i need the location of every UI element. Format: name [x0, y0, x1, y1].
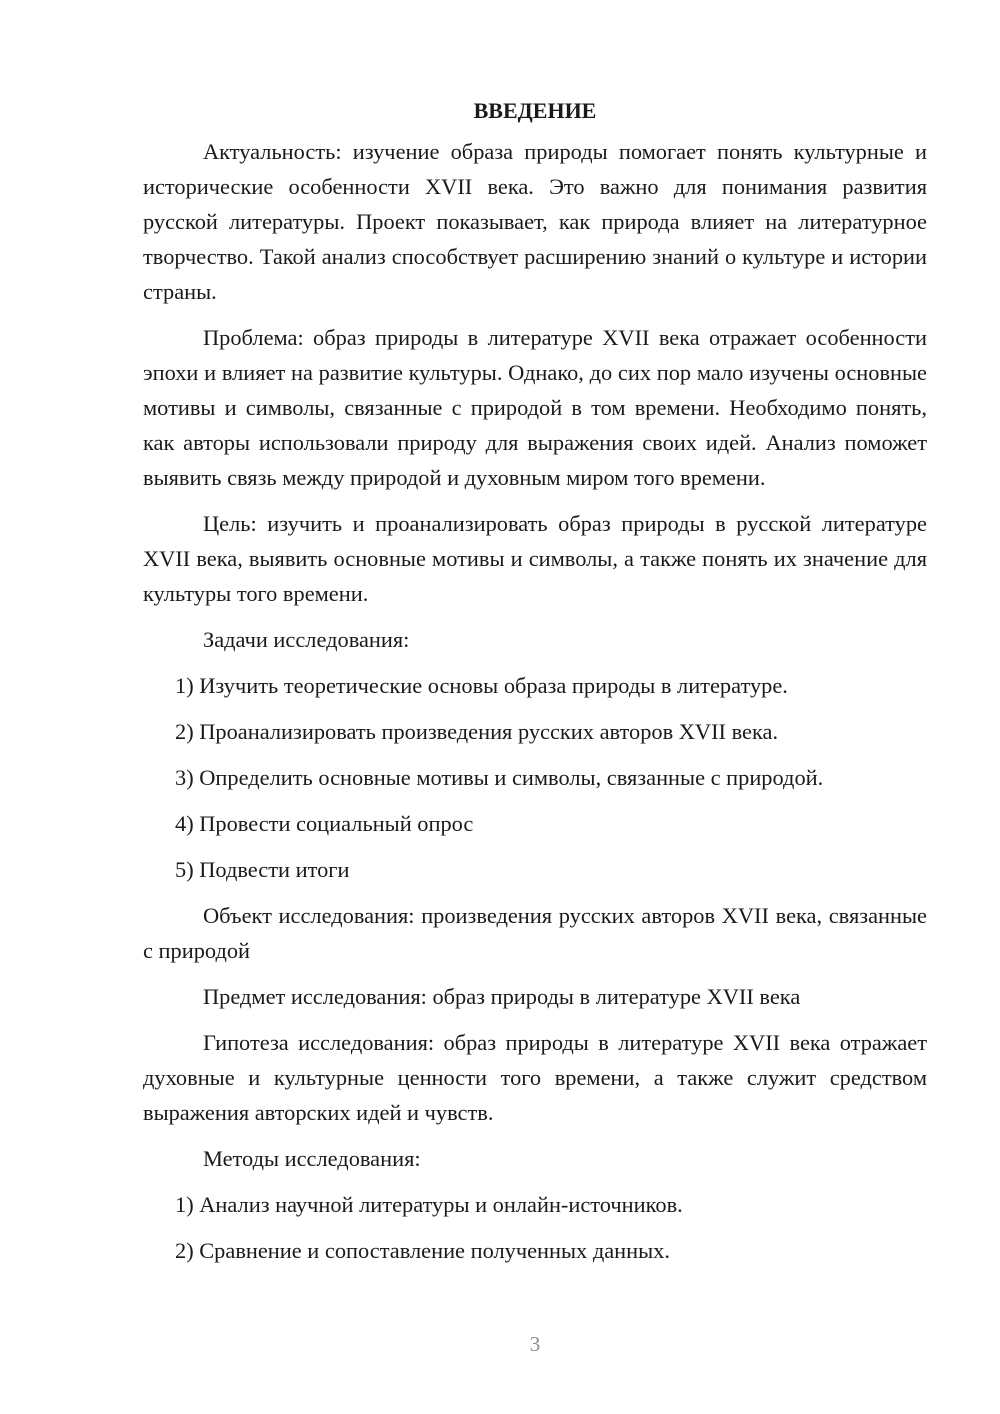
- list-item: 3) Определить основные мотивы и символы, связанные с природой.: [175, 765, 824, 790]
- object-paragraph: Объект исследования: произведения русских авторов XVII века, связанные с природой: [143, 903, 927, 963]
- document-page: [143, 96, 927, 1279]
- list-item: 1) Анализ научной литературы и онлайн-источников.: [175, 1192, 683, 1217]
- methods-heading: Методы исследования:: [203, 1146, 421, 1171]
- list-item: 2) Сравнение и сопоставление полученных данных.: [175, 1238, 670, 1263]
- tasks-heading: Задачи исследования:: [203, 627, 410, 652]
- problem-paragraph: Проблема: образ природы в литературе XVII века отражает особенности эпохи и влияет на развитие культуры. Однако, до сих пор мало изучены основные мотивы и символы, связанные с природой в том времени. Необходимо понять, как авторы использовали природу для выражения своих идей. Анализ поможет выявить связь между природой и духовным миром того времени.: [143, 325, 927, 490]
- list-item: 5) Подвести итоги: [175, 857, 350, 882]
- methods-list: [143, 1187, 927, 1268]
- list-item: 2) Проанализировать произведения русских авторов XVII века.: [175, 719, 779, 744]
- list-item: 4) Провести социальный опрос: [175, 811, 474, 836]
- hypothesis-paragraph: Гипотеза исследования: образ природы в литературе XVII века отражает духовные и культурные ценности того времени, а также служит средством выражения авторских идей и чувств.: [143, 1030, 927, 1125]
- subject-paragraph: Предмет исследования: образ природы в литературе XVII века: [203, 984, 801, 1009]
- relevance-paragraph: Актуальность: изучение образа природы помогает понять культурные и исторические особенности XVII века. Это важно для понимания развития русской литературы. Проект показывает, как природа влияет на литературное творчество. Такой анализ способствует расширению знаний о культуре и истории страны.: [143, 139, 927, 304]
- tasks-list: [143, 668, 927, 887]
- section-title: ВВЕДЕНИЕ: [473, 98, 597, 123]
- list-item: 1) Изучить теоретические основы образа природы в литературе.: [175, 673, 788, 698]
- goal-paragraph: Цель: изучить и проанализировать образ природы в русской литературе XVII века, выявить основные мотивы и символы, а также понять их значение для культуры того времени.: [143, 511, 927, 606]
- page-number: 3: [529, 1332, 541, 1356]
